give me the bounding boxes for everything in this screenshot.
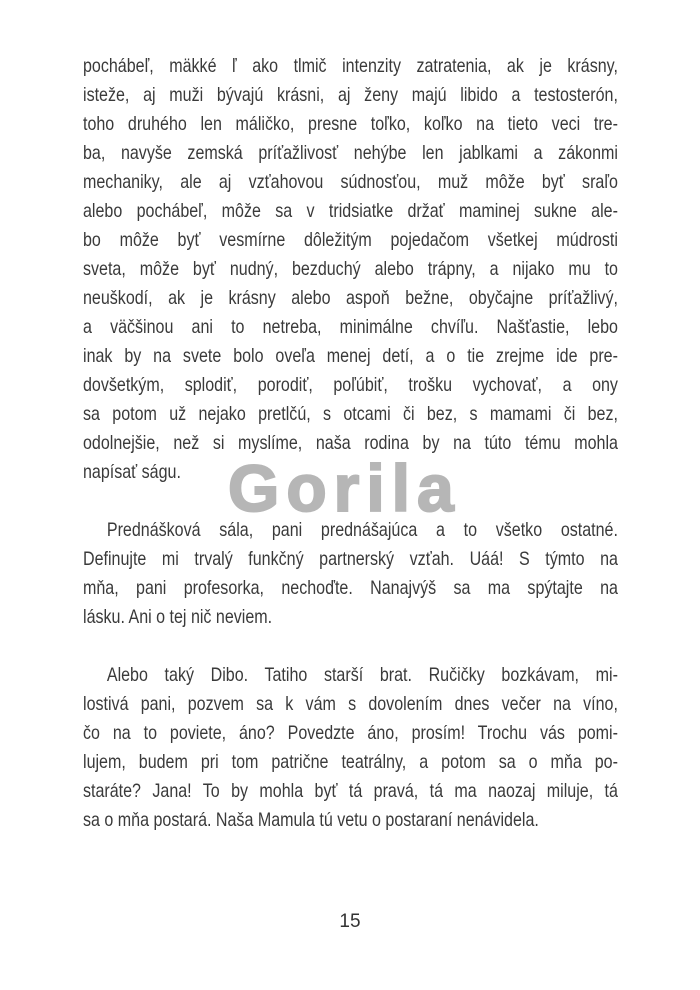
text-block — [83, 52, 618, 835]
text-line: a väčšinou ani to netreba, minimálne chvíľu. Našťastie, lebo — [83, 316, 618, 338]
text-line: isteže, aj muži bývajú krásni, aj ženy majú libido a testosterón, — [83, 84, 618, 106]
text-line: mňa, pani profesorka, nechoďte. Nanajvýš sa ma spýtajte na — [83, 577, 618, 599]
text-line: lujem, budem pri tom patrične teatrálny, a potom sa o mňa po- — [83, 751, 618, 773]
text-line: pochábeľ, mäkké ľ ako tlmič intenzity zatratenia, ak je krásny, — [83, 55, 618, 77]
text-line: lostivá pani, pozvem sa k vám s dovolením dnes večer na víno, — [83, 693, 618, 715]
text-line: lásku. Ani o tej nič neviem. — [83, 606, 273, 628]
text-line: alebo pochábeľ, môže sa v tridsiatke držať maminej sukne ale- — [83, 200, 618, 222]
text-line: Prednášková sála, pani prednášajúca a to všetko ostatné. — [106, 519, 618, 541]
gorila-watermark: Gorila — [228, 451, 461, 525]
text-line: mechaniky, ale aj vzťahovou súdnosťou, muž môže byť sraľo — [83, 171, 618, 193]
text-line: Definujte mi trvalý funkčný partnerský vzťah. Uáá! S týmto na — [83, 548, 618, 570]
text-line: sa o mňa postará. Naša Mamula tú vetu o postaraní nenávidela. — [83, 809, 539, 831]
text-line: Alebo taký Dibo. Tatiho starší brat. Ručičky bozkávam, mi- — [106, 664, 618, 686]
text-line: bo môže byť vesmírne dôležitým pojedačom všetkej múdrosti — [83, 229, 618, 251]
text-line: ba, navyše zemská príťažlivosť nehýbe len jablkami a zákonmi — [83, 142, 618, 164]
paragraph — [83, 52, 618, 487]
text-line: čo na to poviete, áno? Povedzte áno, prosím! Trochu vás pomi- — [83, 722, 618, 744]
paragraph — [83, 516, 618, 632]
text-line: sveta, môže byť nudný, bezduchý alebo trápny, a nijako mu to — [83, 258, 618, 280]
text-line: toho druhého len máličko, presne toľko, koľko na tieto veci tre- — [83, 113, 618, 135]
text-line: dovšetkým, splodiť, porodiť, poľúbiť, trošku vychovať, a ony — [83, 374, 618, 396]
paragraph — [83, 661, 618, 835]
text-line: staráte? Jana! To by mohla byť tá pravá, tá ma naozaj miluje, tá — [83, 780, 618, 802]
text-line: sa potom už nejako pretlčú, s otcami či bez, s mamami či bez, — [83, 403, 618, 425]
text-line: napísať ságu. — [83, 461, 181, 483]
text-line: inak by na svete bolo oveľa menej detí, a o tie zrejme ide pre- — [83, 345, 618, 367]
page-number: 15 — [339, 911, 361, 932]
text-line: neuškodí, ak je krásny alebo aspoň bežne, obyčajne príťažlivý, — [83, 287, 618, 309]
text-line: odolnejšie, než si myslíme, naša rodina by na túto tému mohla — [83, 432, 618, 454]
